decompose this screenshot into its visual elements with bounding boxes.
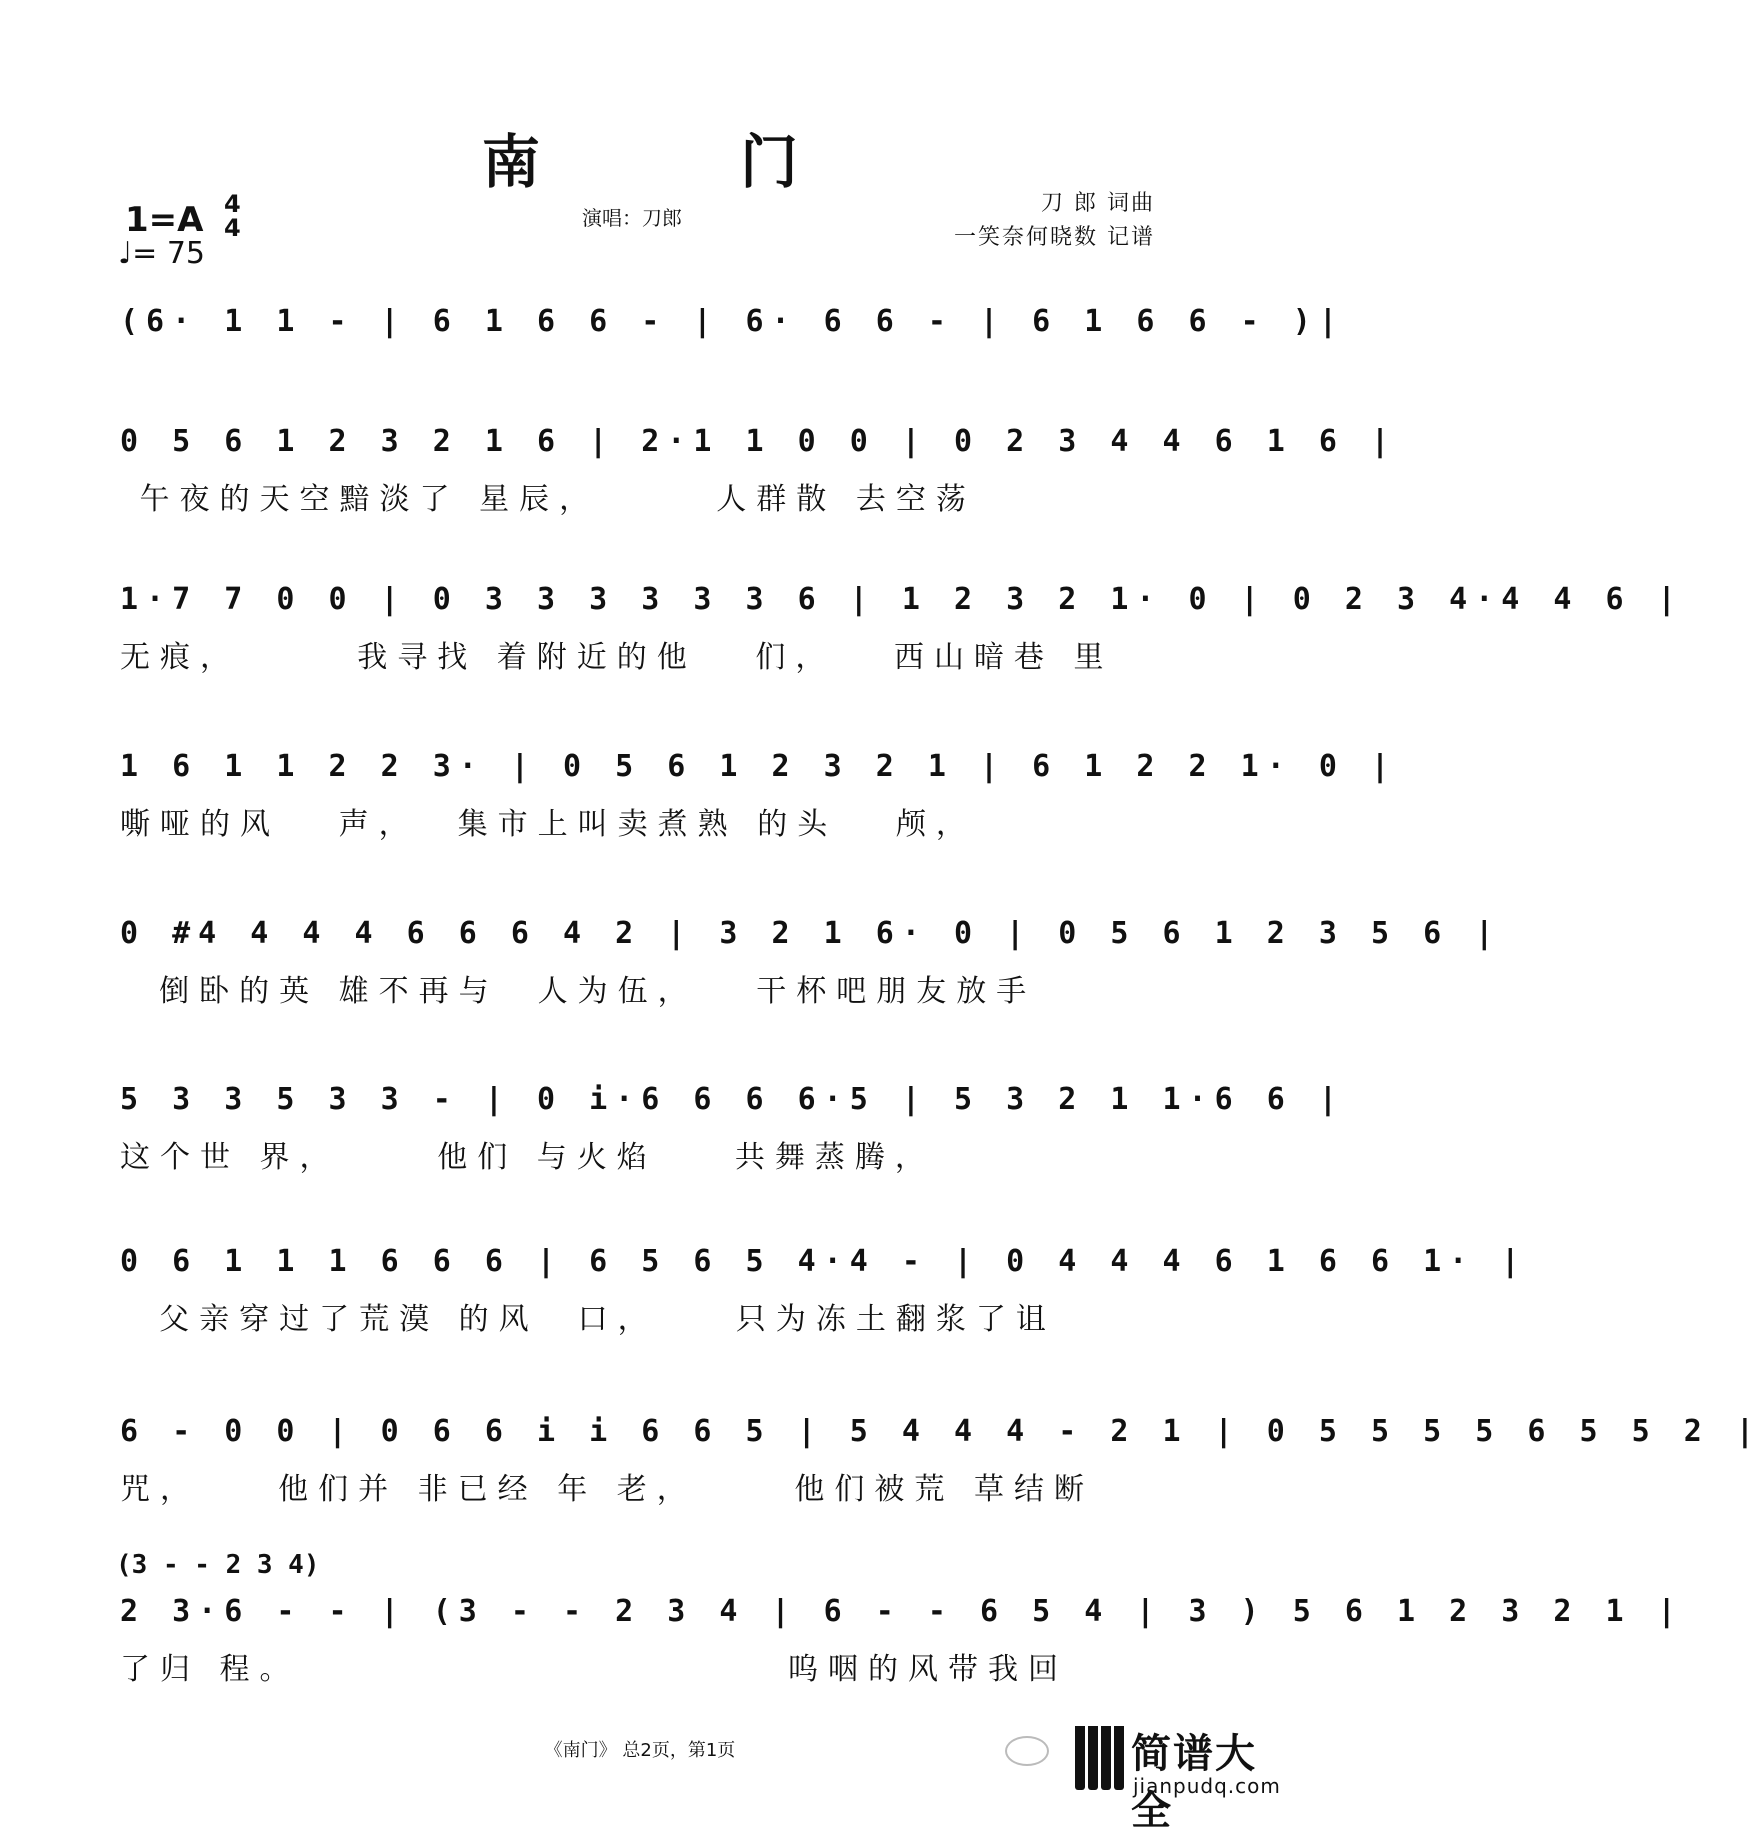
singer-credit: 演唱：刀郎 (582, 206, 682, 230)
lyrics-music-credit: 刀 郎 词曲 (1041, 191, 1155, 216)
lyrics-line: 午夜的天空黯淡了 星辰， 人群散 去空荡 (120, 482, 976, 517)
transcriber-credit: 一笑奈何晓数 记谱 (954, 225, 1155, 250)
brand-domain: jianpudq.com (1133, 1774, 1281, 1798)
notation-line: 1 6 1 1 2 2 3· | 0 5 6 1 2 3 2 1 | 6 1 2 2 1· 0 | (120, 749, 1398, 784)
piano-keys-icon (1075, 1726, 1123, 1790)
lyrics-line: 嘶哑的风 声， 集市上叫卖煮熟 的头 颅， (120, 807, 976, 842)
lyrics-line: 了归 程。 呜咽的风带我回 (120, 1652, 1068, 1687)
lyrics-line: 这个世 界， 他们 与火焰 共舞蒸腾， (120, 1140, 935, 1175)
key-signature: 1=A (125, 200, 204, 240)
time-signature (224, 192, 241, 240)
wechat-watermark-icon (1005, 1736, 1049, 1766)
lyrics-line: 倒卧的英 雄不再与 人为伍， 干杯吧朋友放手 (120, 974, 1037, 1009)
notation-line: 2 3·6 - - | (3 - - 2 3 4 | 6 - - 6 5 4 | 3 ) 5 6 1 2 3 2 1 | (120, 1594, 1684, 1629)
brand-name: 简谱大全 (1131, 1731, 1257, 1834)
notation-line: 6 - 0 0 | 0 6 6 i i 6 6 5 | 5 4 4 4 - 2 1 | 0 5 5 5 5 6 5 5 2 | (120, 1414, 1762, 1449)
notation-line: 0 5 6 1 2 3 2 1 6 | 2·1 1 0 0 | 0 2 3 4 4 6 1 6 | (120, 424, 1398, 459)
lyrics-line: 无痕， 我寻找 着附近的他 们， 西山暗巷 里 (120, 640, 1114, 675)
time-signature-top: 4 (224, 190, 241, 218)
lyrics-line: 父亲穿过了荒漠 的风 口， 只为冻土翻浆了诅 (120, 1302, 1056, 1337)
notation-line: 5 3 3 5 3 3 - | 0 i·6 6 6 6·5 | 5 3 2 1 1·6 6 | (120, 1082, 1345, 1117)
notation-line: 1·7 7 0 0 | 0 3 3 3 3 3 3 6 | 1 2 3 2 1· 0 | 0 2 3 4·4 4 6 | (120, 582, 1684, 617)
lyrics-line: 咒， 他们并 非已经 年 老， 他们被荒 草结断 (120, 1472, 1094, 1507)
page-title: 南 门 (481, 128, 889, 196)
alternate-phrase: (3 - - 2 3 4) (116, 1550, 320, 1580)
page-footer: 《南门》 总2页，第1页 (544, 1740, 736, 1761)
notation-line: 0 6 1 1 1 6 6 6 | 6 5 6 5 4·4 - | 0 4 4 4 6 1 6 6 1· | (120, 1244, 1528, 1279)
brand-logo (1075, 1722, 1281, 1834)
notation-line: (6· 1 1 - | 6 1 6 6 - | 6· 6 6 - | 6 1 6 6 - )| (120, 304, 1345, 339)
time-signature-bottom: 4 (224, 214, 241, 242)
notation-line: 0 #4 4 4 4 6 6 6 4 2 | 3 2 1 6· 0 | 0 5 6 1 2 3 5 6 | (120, 916, 1502, 951)
tempo-mark: ♩= 75 (118, 236, 205, 271)
